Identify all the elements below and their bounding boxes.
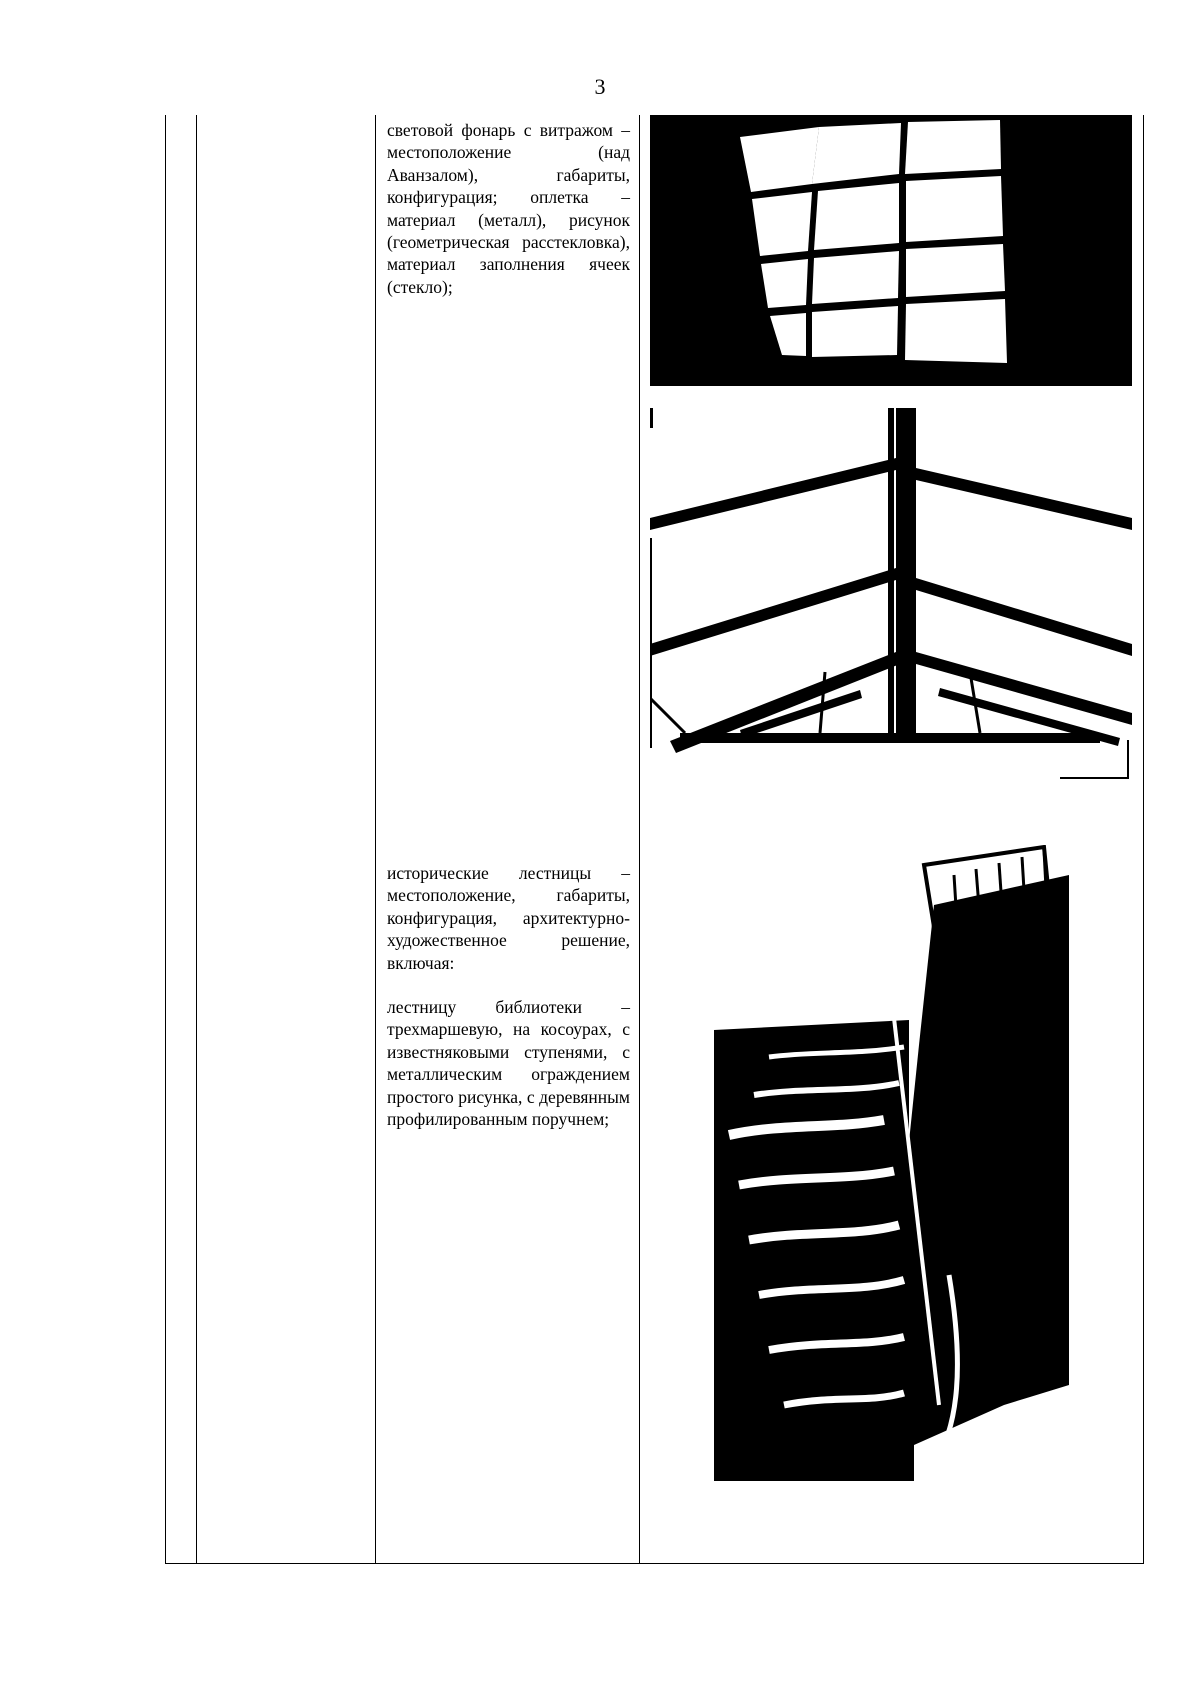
library-staircase-description-text: лестницу библиотеки – трехмаршевую, на косоурах, с известняковыми ступенями, с металлическим ограждением простого рисунка, с деревянным профилированным поручнем;: [387, 997, 630, 1130]
table-column-divider: [196, 115, 197, 1564]
library-staircase-photo: [714, 845, 1069, 1481]
skylight-description-text: световой фонарь с витражом – местоположение (над Аванзалом), габариты, конфигурация; оплетка – материал (металл), рисунок (геометрическая расстекловка), материал заполнения ячеек (стекло);: [387, 120, 630, 297]
table-column-divider: [375, 115, 376, 1564]
table-column-divider: [639, 115, 640, 1564]
staircase-description-text: исторические лестницы – местоположение, габариты, конфигурация, архитектурно-художественное решение, включая:: [387, 863, 630, 973]
skylight-photo: [650, 115, 1132, 386]
skylight-description: [387, 119, 630, 298]
staircase-description: [387, 862, 630, 1130]
page-number: 3: [594, 74, 606, 99]
skylight-corner-photo: [650, 408, 1132, 780]
